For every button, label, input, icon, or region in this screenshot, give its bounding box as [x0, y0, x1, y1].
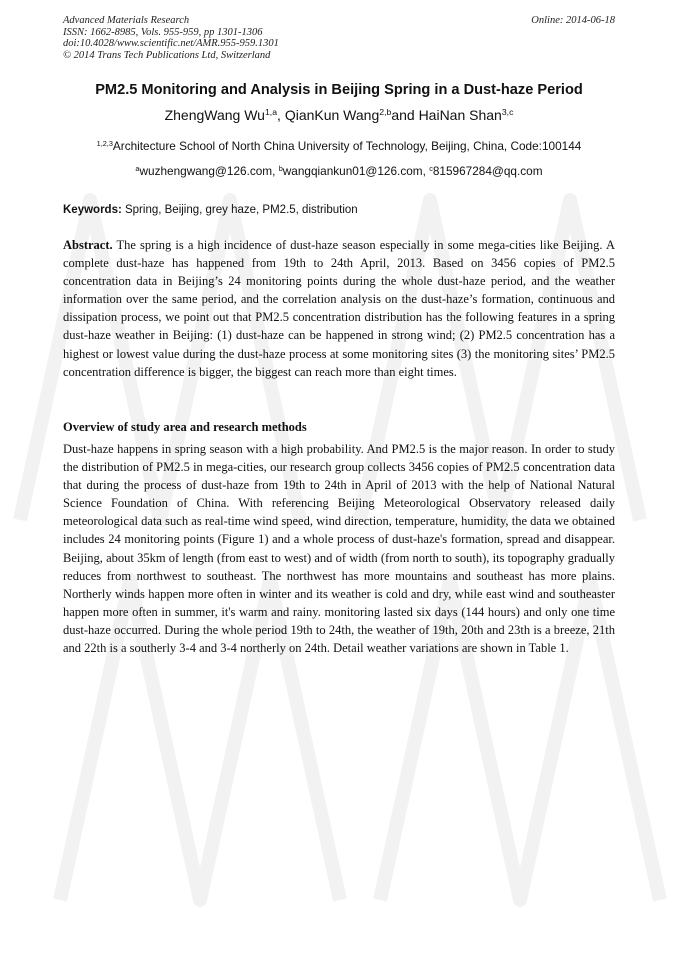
- abstract-text: The spring is a high incidence of dust-haze season especially in some mega-cities like Beijing. A complete dust-haze has happened from 19th to 24th April, 2013. Based on 3456 copies of PM2.5 concentration data in Beijing’s 24 monitoring points during the whole dust-haze period, and the weather information over the same period, and the correlation analysis on the dust-haze’s formation, continuous and dissipation process, we point out that PM2.5 concentration distribution has the following features in a spring dust-haze weather in Beijing: (1) dust-haze can be happened in strong wind; (2) PM2.5 concentration has a highest or lowest value during the dust-haze process at some monitoring sites (3) the monitoring sites’ PM2.5 concentration difference is bigger, the biggest can reach more than eight times.: [63, 238, 615, 379]
- author-list: [63, 104, 615, 126]
- paper-title: PM2.5 Monitoring and Analysis in Beijing Spring in a Dust-haze Period: [95, 82, 583, 98]
- author-and: and: [391, 107, 419, 123]
- author-separator: ,: [277, 107, 285, 123]
- online-date: Online: 2014-06-18: [531, 15, 615, 26]
- journal-name: Advanced Materials Research: [63, 15, 190, 26]
- section-heading: Overview of study area and research methods: [63, 420, 307, 434]
- email-b[interactable]: wangqiankun01@126.com,: [282, 164, 430, 178]
- author-emails: [63, 162, 615, 180]
- email-c[interactable]: 815967284@qq.com: [432, 164, 543, 178]
- journal-header: [63, 15, 615, 61]
- doi-link[interactable]: doi:10.4028/www.scientific.net/AMR.955-959.1301: [63, 38, 279, 49]
- email-a-sup: a: [135, 163, 140, 173]
- abstract-label: Abstract.: [63, 238, 113, 252]
- author-3-sup: 3,c: [501, 107, 514, 118]
- email-a[interactable]: wuzhengwang@126.com,: [139, 164, 279, 178]
- keywords-text: Spring, Beijing, grey haze, PM2.5, distribution: [121, 204, 358, 216]
- email-b-sup: b: [278, 163, 283, 173]
- author-1: ZhengWang Wu: [164, 107, 265, 123]
- keywords: [63, 202, 615, 218]
- affiliation: [63, 137, 615, 155]
- keywords-label: Keywords:: [63, 204, 122, 216]
- copyright-line: © 2014 Trans Tech Publications Ltd, Switzerland: [63, 49, 271, 61]
- email-c-sup: c: [429, 163, 433, 173]
- abstract-paragraph: [63, 236, 615, 381]
- author-2-sup: 2,b: [379, 107, 392, 118]
- author-2: QianKun Wang: [284, 107, 380, 123]
- affiliation-sup: 1,2,3: [96, 138, 113, 148]
- author-3: HaiNan Shan: [418, 107, 502, 123]
- section-paragraph: Dust-haze happens in spring season with a high probability. And PM2.5 is the major reason. In order to study the distribution of PM2.5 in mega-cities, our research group collects 3456 copies of PM2.5 concentration data that during the process of dust-haze from 19th to 24th in April of 2013 with the help of National Natural Science Foundation of China. With referencing Beijing Meteorological Observatory released daily meteorological data such as real-time wind speed, wind direction, temperature, humidity, the data we obtained includes 24 monitoring points (Figure 1) and a whole process of dust-haze's formation, spread and disappear. Beijing, about 35km of length (from east to west) and of width (from north to south), its topography gradually reduces from northwest to southeast. The northwest has more mountains and southeast has more plains. Northerly winds happen more often in winter and its weather is cold and dry, while east wind and southeaster happen more often in summer, it's warm and rainy. monitoring lasted six days (144 hours) and only one time dust-haze occurred. During the whole period 19th to 24th, the weather of 19th, 20th and 23th is a breeze, 21th and 22th is a southerly 3-4 and 3-4 northerly on 24th. Detail weather variations are shown in Table 1.: [63, 442, 615, 656]
- affiliation-text: Architecture School of North China University of Technology, Beijing, China, Code:100144: [112, 139, 582, 153]
- author-1-sup: 1,a: [264, 107, 278, 118]
- issn-line: ISSN: 1662-8985, Vols. 955-959, pp 1301-1306: [63, 26, 263, 38]
